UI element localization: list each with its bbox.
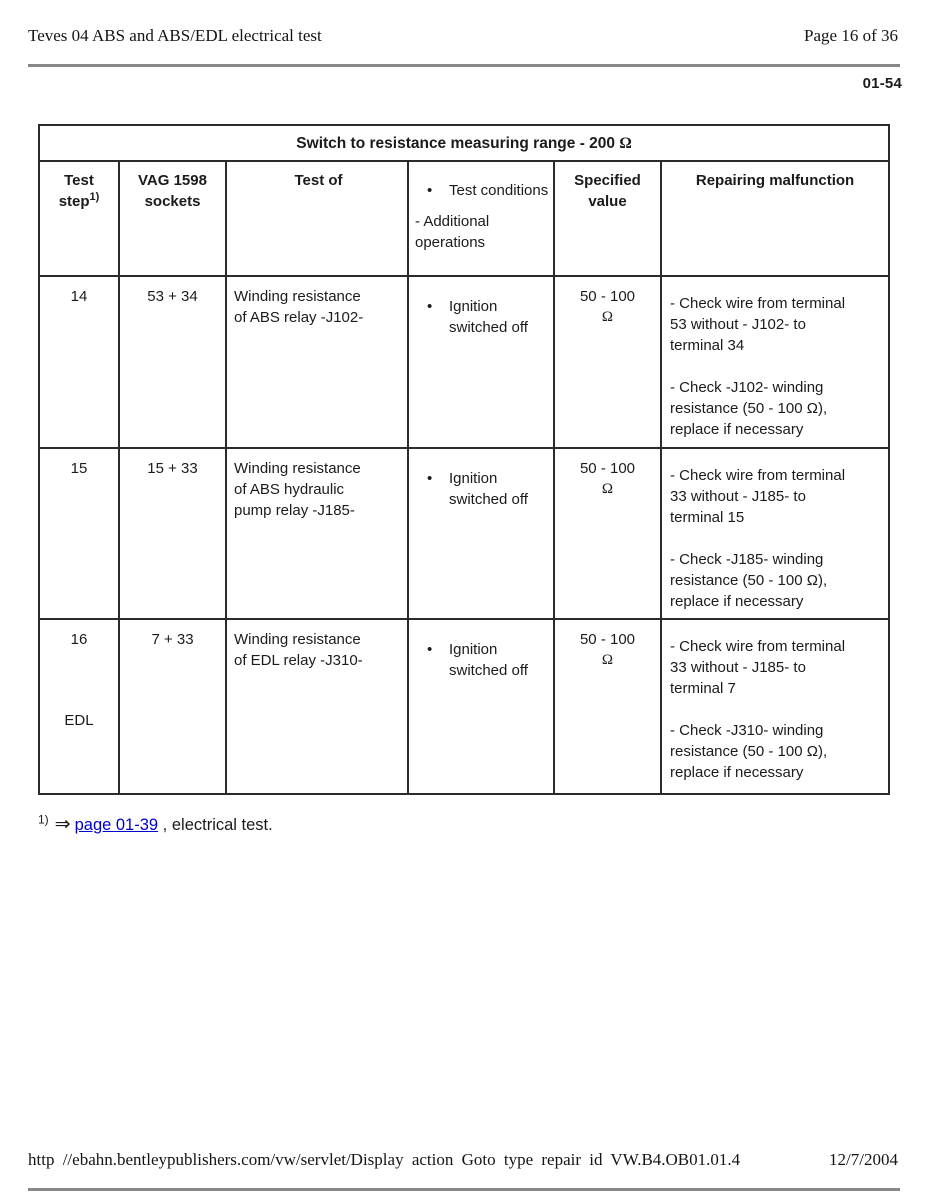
table-title: Switch to resistance measuring range - 200 Ω: [39, 125, 889, 161]
cell-sockets: 53 + 34: [119, 276, 226, 448]
omega-symbol: Ω: [601, 481, 614, 497]
footnote-text: , electrical test.: [158, 816, 273, 834]
source-url: http //ebahn.bentleypublishers.com/vw/servlet/Display action Goto type repair id VW.B4.OB01.01.4: [28, 1150, 741, 1169]
cell-test-of: Winding resistance of ABS relay -J102-: [226, 276, 408, 448]
cell-test-step: 16 EDL: [39, 619, 119, 794]
omega-symbol: Ω: [601, 652, 614, 668]
cell-specified-value: 50 - 100 Ω: [554, 619, 661, 794]
section-number: 01-54: [862, 75, 902, 92]
column-header-conditions: • Test conditions - Additional operations: [408, 161, 554, 276]
cell-test-of: Winding resistance of EDL relay -J310-: [226, 619, 408, 794]
cell-test-step: 14: [39, 276, 119, 448]
cell-conditions: • Ignition switched off: [408, 276, 554, 448]
column-header-sockets: VAG 1598 sockets: [119, 161, 226, 276]
header-divider: [28, 64, 900, 67]
cell-specified-value: 50 - 100 Ω: [554, 448, 661, 619]
footnote-marker: 1): [38, 812, 49, 827]
cell-test-of: Winding resistance of ABS hydraulic pump relay -J185-: [226, 448, 408, 619]
footnote-marker: 1): [89, 191, 100, 203]
resistance-test-table: [38, 124, 890, 795]
cell-repairing: - Check wire from terminal 33 without - J185- to terminal 7 - Check -J310- winding resistance (50 - 100 Ω), replace if necessary: [661, 619, 889, 794]
omega-symbol: Ω: [619, 134, 632, 152]
cell-conditions: • Ignition switched off: [408, 448, 554, 619]
bullet-icon: •: [427, 298, 433, 315]
page-01-39-link[interactable]: page 01-39: [74, 816, 159, 834]
table-title-row: [39, 125, 889, 161]
bullet-icon: •: [427, 182, 433, 199]
omega-symbol: Ω: [601, 309, 614, 325]
document-footer: [28, 1150, 898, 1170]
footer-divider: [28, 1188, 900, 1191]
cell-specified-value: 50 - 100 Ω: [554, 276, 661, 448]
bullet-icon: •: [427, 470, 433, 487]
column-header-repairing: Repairing malfunction: [661, 161, 889, 276]
cell-sockets: 15 + 33: [119, 448, 226, 619]
cell-test-step: 15: [39, 448, 119, 619]
cell-repairing: - Check wire from terminal 33 without - J185- to terminal 15 - Check -J185- winding resistance (50 - 100 Ω), replace if necessary: [661, 448, 889, 619]
document-header: [28, 26, 898, 46]
document-title: Teves 04 ABS and ABS/EDL electrical test: [28, 26, 322, 45]
column-header-test-of: Test of: [226, 161, 408, 276]
footnote: [38, 813, 273, 836]
bullet-icon: •: [427, 641, 433, 658]
table-row-14: [39, 276, 889, 448]
table-row-16: [39, 619, 889, 794]
cell-conditions: • Ignition switched off: [408, 619, 554, 794]
cell-repairing: - Check wire from terminal 53 without - J102- to terminal 34 - Check -J102- winding resistance (50 - 100 Ω), replace if necessary: [661, 276, 889, 448]
footer-date: 12/7/2004: [829, 1150, 898, 1169]
table-row-15: [39, 448, 889, 619]
cell-sockets: 7 + 33: [119, 619, 226, 794]
double-arrow-icon: ⇒: [54, 814, 71, 835]
edl-note: EDL: [64, 712, 94, 729]
page-number: Page 16 of 36: [804, 26, 898, 45]
column-header-specified-value: Specified value: [554, 161, 661, 276]
column-header-test-step: Test step$^{1)}$: [39, 161, 119, 276]
table-header-row: [39, 161, 889, 276]
